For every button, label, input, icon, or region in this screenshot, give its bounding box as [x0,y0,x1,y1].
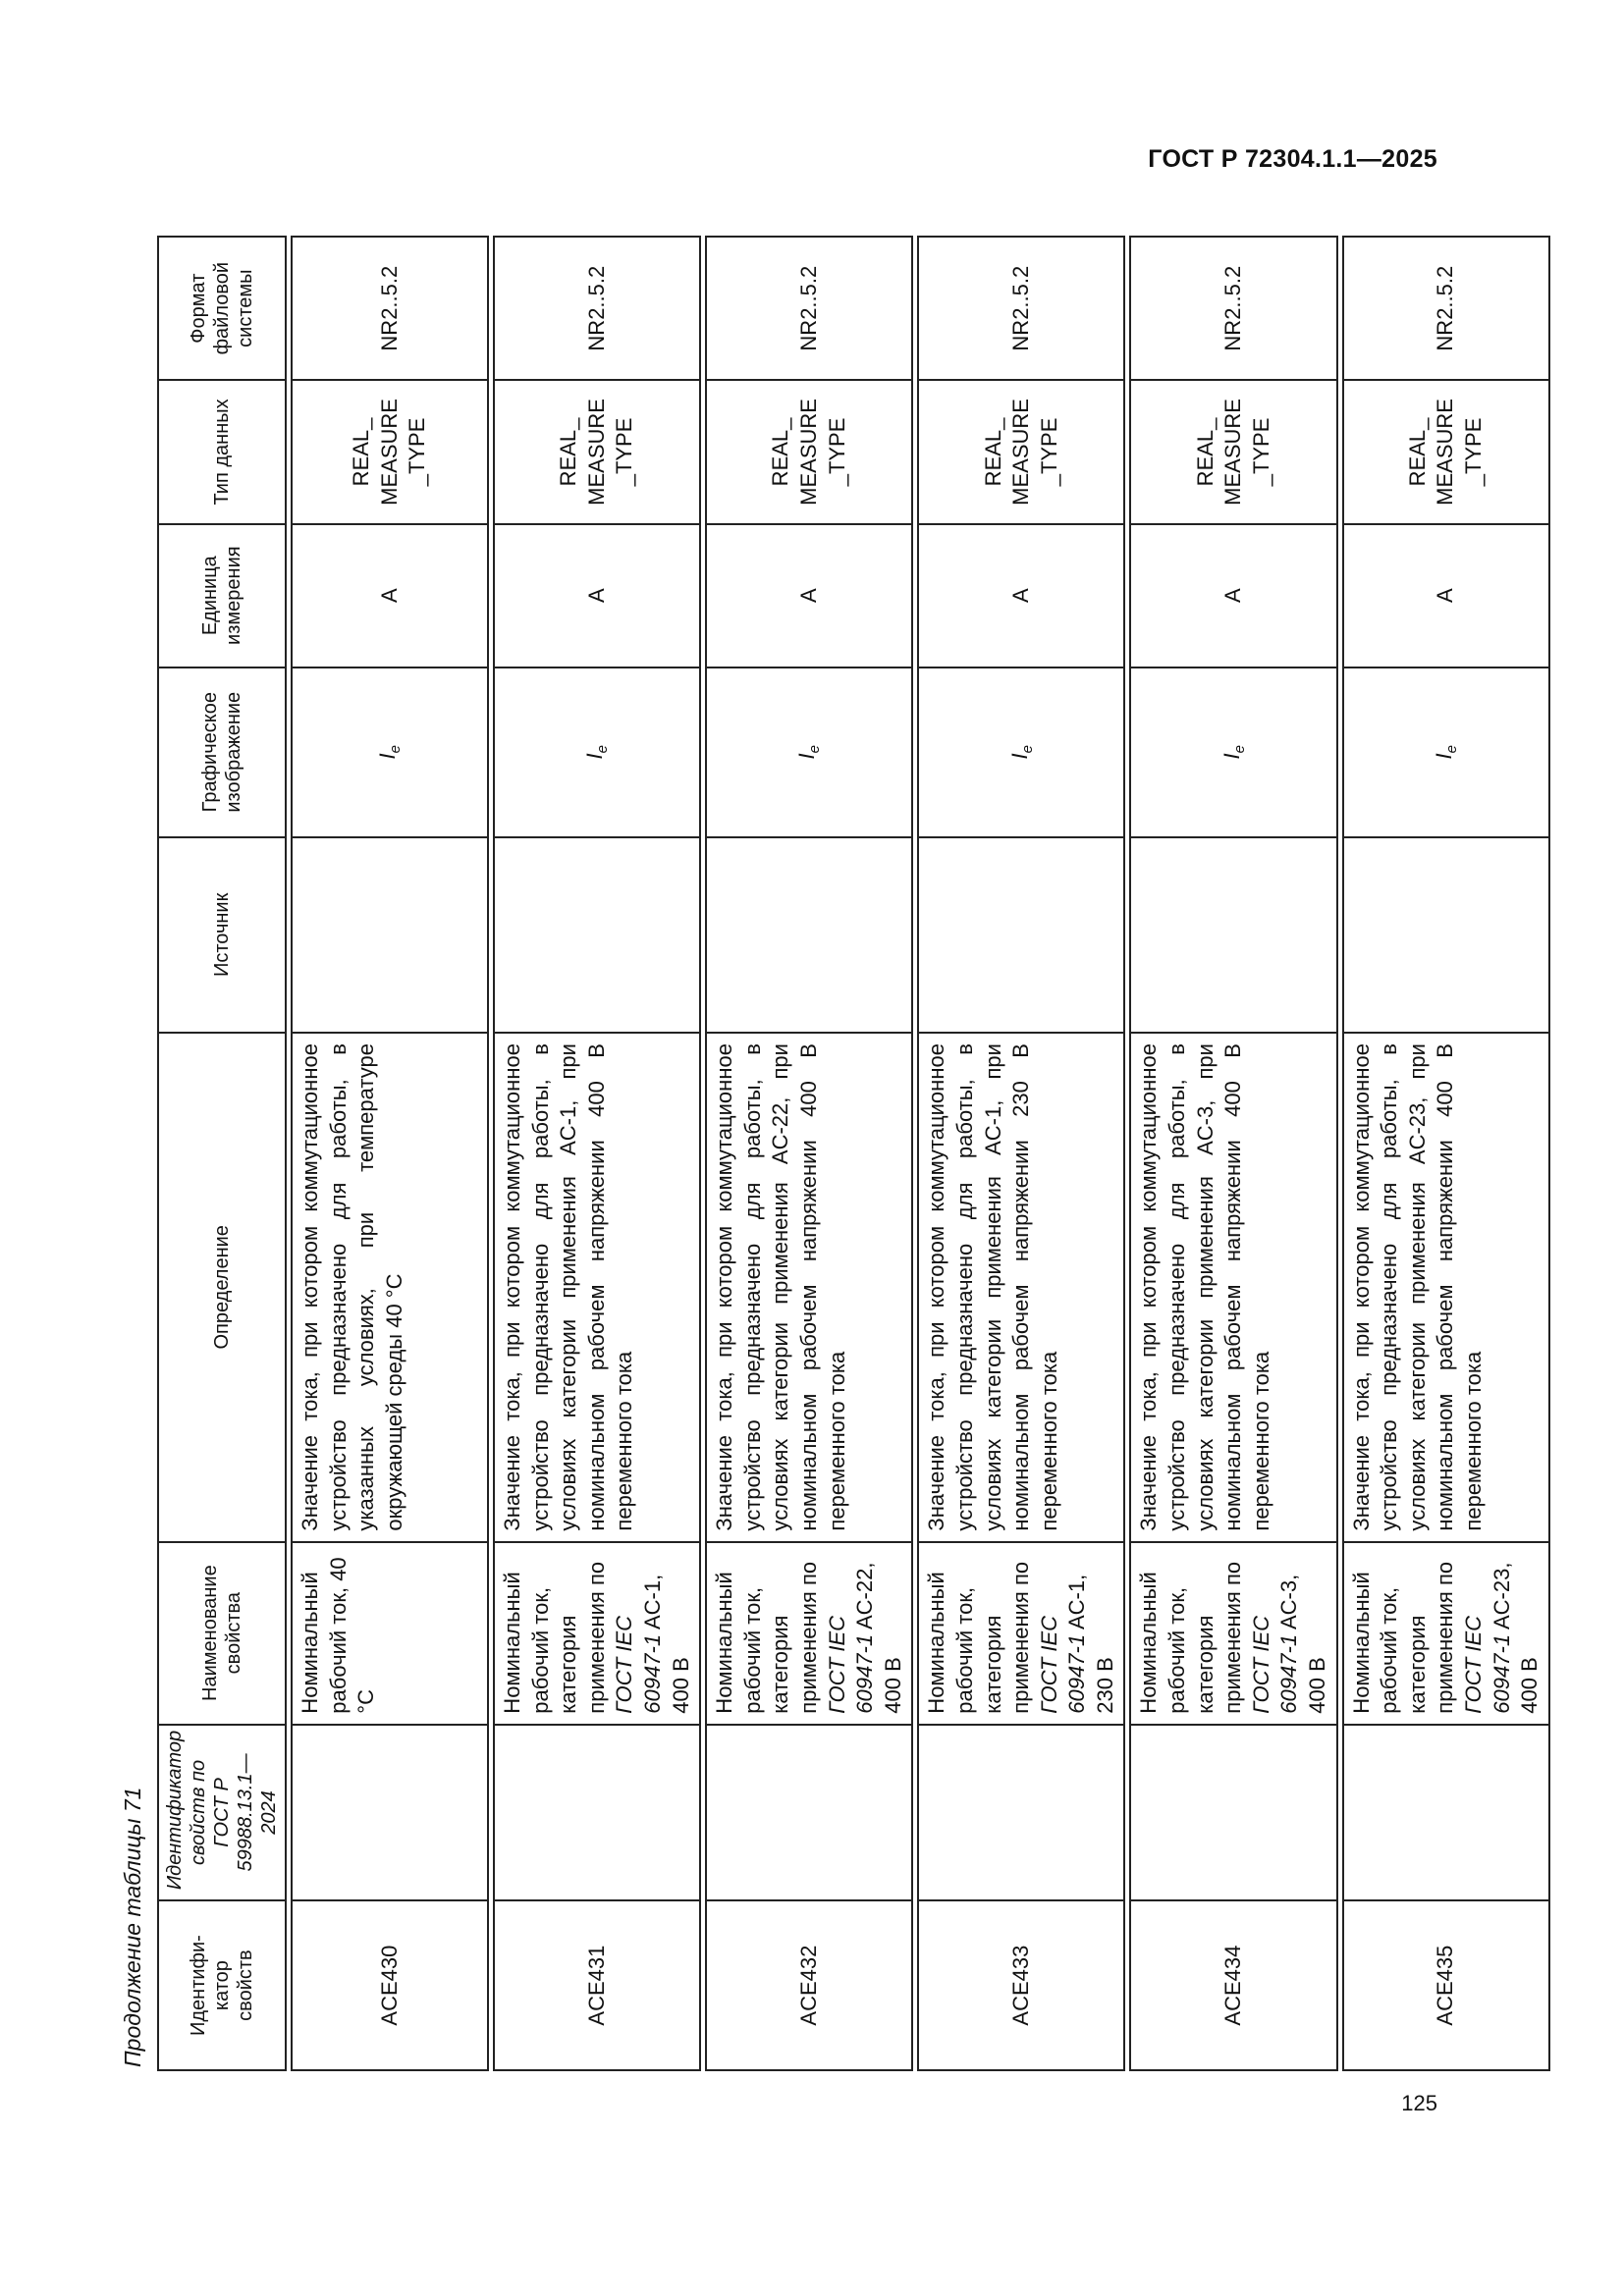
cell-graphic-symbol [918,667,1124,837]
cell-data-type: REAL_ MEASURE _TYPE [918,380,1124,523]
cell-unit: A [494,524,700,667]
header-property-name: Наименование свойства [158,1542,286,1725]
name-text: Номинальный рабочий ток, категория применения по [500,1561,609,1714]
cell-unit: A [918,524,1124,667]
header-data-type: Тип данных [158,380,286,523]
header-fs-format: Формат файловой системы [158,237,286,380]
cell-source [494,837,700,1033]
header-reference-id: Идентификатор свойств по ГОСТ Р 59988.13.1—2024 [158,1725,286,1900]
name-text: Номинальный рабочий ток, 40 °C [298,1557,379,1714]
cell-fs-format: NR2..5.2 [292,237,488,380]
table-row [494,237,700,2070]
cell-data-type: REAL_ MEASURE _TYPE [292,380,488,523]
rotated-table-area [108,206,1543,2071]
cell-definition: Значение тока, при котором коммутационное устройство предназначено для работы, в условиях категории применения AC-1, при номинальном рабочем напряжении 400 В переменного тока [494,1033,700,1542]
table-header-row [158,237,286,2070]
cell-definition: Значение тока, при котором коммутационное устройство предназначено для работы, в условиях категории применения AC-3, при номинальном рабочем напряжении 400 В переменного тока [1130,1033,1336,1542]
cell-source [1130,837,1336,1033]
table-row [292,237,488,2070]
symbol-letter: I [1006,753,1032,760]
cell-property-name [918,1542,1124,1725]
cell-source [1343,837,1549,1033]
cell-data-type: REAL_ MEASURE _TYPE [494,380,700,523]
table-row [706,237,912,2070]
symbol-letter: I [1431,753,1456,760]
name-suffix: AC-3, 400 В [1276,1574,1330,1714]
symbol-subscript: e [387,744,405,754]
name-suffix: AC-23, 400 В [1489,1562,1543,1714]
name-text: Номинальный рабочий ток, категория применения по [1348,1561,1458,1714]
symbol-letter: I [582,753,608,760]
header-unit: Единица измерения [158,524,286,667]
cell-property-name [292,1542,488,1725]
cell-data-type: REAL_ MEASURE _TYPE [1130,380,1336,523]
cell-fs-format: NR2..5.2 [1130,237,1336,380]
table-caption: Продолжение таблицы 71 [120,1787,145,2067]
name-text: Номинальный рабочий ток, категория применения по [1136,1561,1246,1714]
cell-fs-format: NR2..5.2 [494,237,700,380]
cell-graphic-symbol [494,667,700,837]
properties-table [157,236,1550,2071]
symbol-subscript: e [594,744,612,754]
cell-graphic-symbol [1343,667,1549,837]
cell-definition: Значение тока, при котором коммутационное устройство предназначено для работы, в условиях категории применения AC-1, при номинальном рабочем напряжении 230 В переменного тока [918,1033,1124,1542]
cell-property-id: ACE434 [1130,1900,1336,2070]
name-reference: ГОСТ IEC 60947-1 [1036,1615,1090,1714]
cell-definition: Значение тока, при котором коммутационное устройство предназначено для работы, в указанных условиях, при температуре окружающей среды 40 °C [292,1033,488,1542]
cell-property-id: ACE432 [706,1900,912,2070]
cell-property-name [1130,1542,1336,1725]
cell-graphic-symbol [1130,667,1336,837]
cell-source [918,837,1124,1033]
cell-property-name [1343,1542,1549,1725]
cell-property-id: ACE431 [494,1900,700,2070]
cell-graphic-symbol [292,667,488,837]
symbol-subscript: e [1018,744,1036,754]
symbol-letter: I [794,753,820,760]
header-property-id: Идентифи- катор свойств [158,1900,286,2070]
name-reference: ГОСТ IEC 60947-1 [1248,1615,1302,1714]
header-definition: Определение [158,1033,286,1542]
cell-property-id: ACE435 [1343,1900,1549,2070]
cell-reference-id [1130,1725,1336,1900]
symbol-subscript: e [1230,744,1248,754]
symbol-letter: I [375,753,401,760]
symbol-subscript: e [1442,744,1460,754]
symbol-subscript: e [806,744,824,754]
cell-unit: A [1343,524,1549,667]
cell-reference-id [918,1725,1124,1900]
cell-reference-id [1343,1725,1549,1900]
symbol-letter: I [1218,753,1244,760]
cell-property-name [706,1542,912,1725]
cell-fs-format: NR2..5.2 [1343,237,1549,380]
cell-unit: A [292,524,488,667]
page-number: 125 [1401,2091,1437,2115]
table-row [918,237,1124,2070]
name-reference: ГОСТ IEC 60947-1 [824,1615,878,1714]
cell-definition: Значение тока, при котором коммутационное устройство предназначено для работы, в условиях категории применения AC-22, при номинальном рабочем напряжении 400 В переменного тока [706,1033,912,1542]
name-suffix: AC-1, 400 В [639,1574,693,1714]
table-row [1130,237,1336,2070]
cell-fs-format: NR2..5.2 [706,237,912,380]
name-suffix: AC-22, 400 В [852,1562,905,1714]
cell-graphic-symbol [706,667,912,837]
name-text: Номинальный рабочий ток, категория применения по [924,1561,1034,1714]
cell-unit: A [706,524,912,667]
name-text: Номинальный рабочий ток, категория применения по [712,1561,821,1714]
document-standard-header: ГОСТ Р 72304.1.1—2025 [1148,145,1437,173]
cell-data-type: REAL_ MEASURE _TYPE [706,380,912,523]
table-row [1343,237,1549,2070]
cell-reference-id [292,1725,488,1900]
cell-source [706,837,912,1033]
cell-property-id: ACE433 [918,1900,1124,2070]
cell-property-id: ACE430 [292,1900,488,2070]
cell-source [292,837,488,1033]
cell-reference-id [706,1725,912,1900]
cell-property-name [494,1542,700,1725]
cell-data-type: REAL_ MEASURE _TYPE [1343,380,1549,523]
name-reference: ГОСТ IEC 60947-1 [612,1615,665,1714]
name-suffix: AC-1, 230 В [1064,1574,1117,1714]
cell-unit: A [1130,524,1336,667]
name-reference: ГОСТ IEC 60947-1 [1461,1615,1514,1714]
cell-fs-format: NR2..5.2 [918,237,1124,380]
cell-reference-id [494,1725,700,1900]
header-graphic-symbol: Графическое изображение [158,667,286,837]
header-source: Источник [158,837,286,1033]
cell-definition: Значение тока, при котором коммутационное устройство предназначено для работы, в условиях категории применения AC-23, при номинальном рабочем напряжении 400 В переменного тока [1343,1033,1549,1542]
